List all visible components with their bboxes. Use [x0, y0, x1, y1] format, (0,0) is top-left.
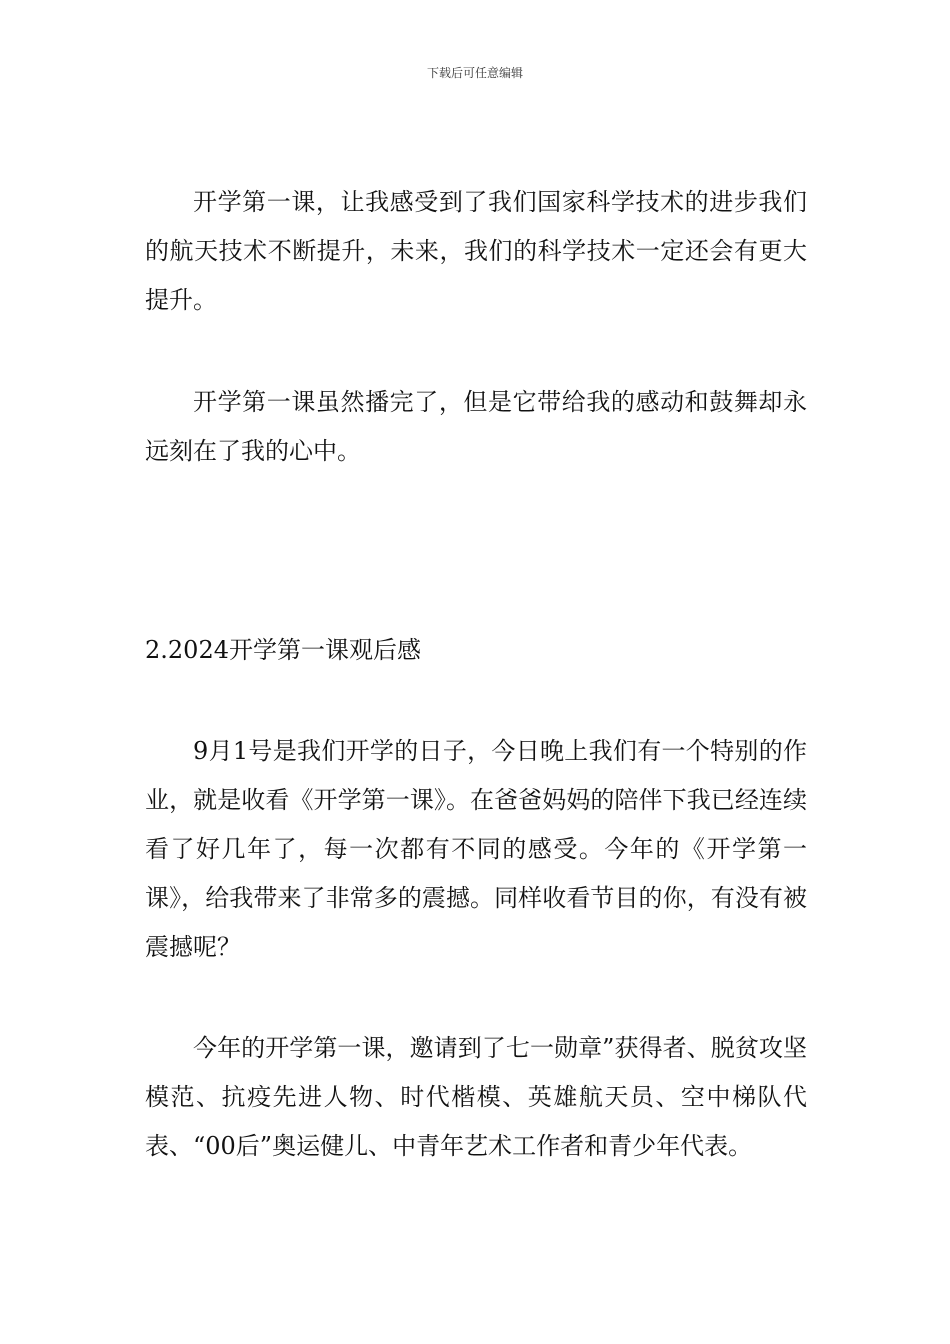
page-header: 下载后可任意编辑 — [426, 66, 523, 80]
section-heading: 2.2024开学第一课观后感 — [145, 636, 421, 664]
document-body — [145, 178, 807, 1171]
paragraph-2: 开学第一课虽然播完了，但是它带给我的感动和鼓舞却永远刻在了我的心中。 — [145, 388, 807, 465]
paragraph-4: 今年的开学第一课，邀请到了七一勋章”获得者、脱贫攻坚模范、抗疫先进人物、时代楷模、英雄航天员、空中梯队代表、“00后”奥运健儿、中青年艺术工作者和青少年代表。 — [145, 1034, 807, 1160]
paragraph-3: 9月1号是我们开学的日子，今日晚上我们有一个特别的作业，就是收看《开学第一课》。在爸爸妈妈的陪伴下我已经连续看了好几年了，每一次都有不同的感受。今年的《开学第一课》，给我带来了非常多的震撼。同样收看节目的你，有没有被震撼呢？ — [145, 737, 807, 961]
paragraph-1: 开学第一课，让我感受到了我们国家科学技术的进步我们的航天技术不断提升，未来，我们的科学技术一定还会有更大提升。 — [145, 188, 807, 314]
